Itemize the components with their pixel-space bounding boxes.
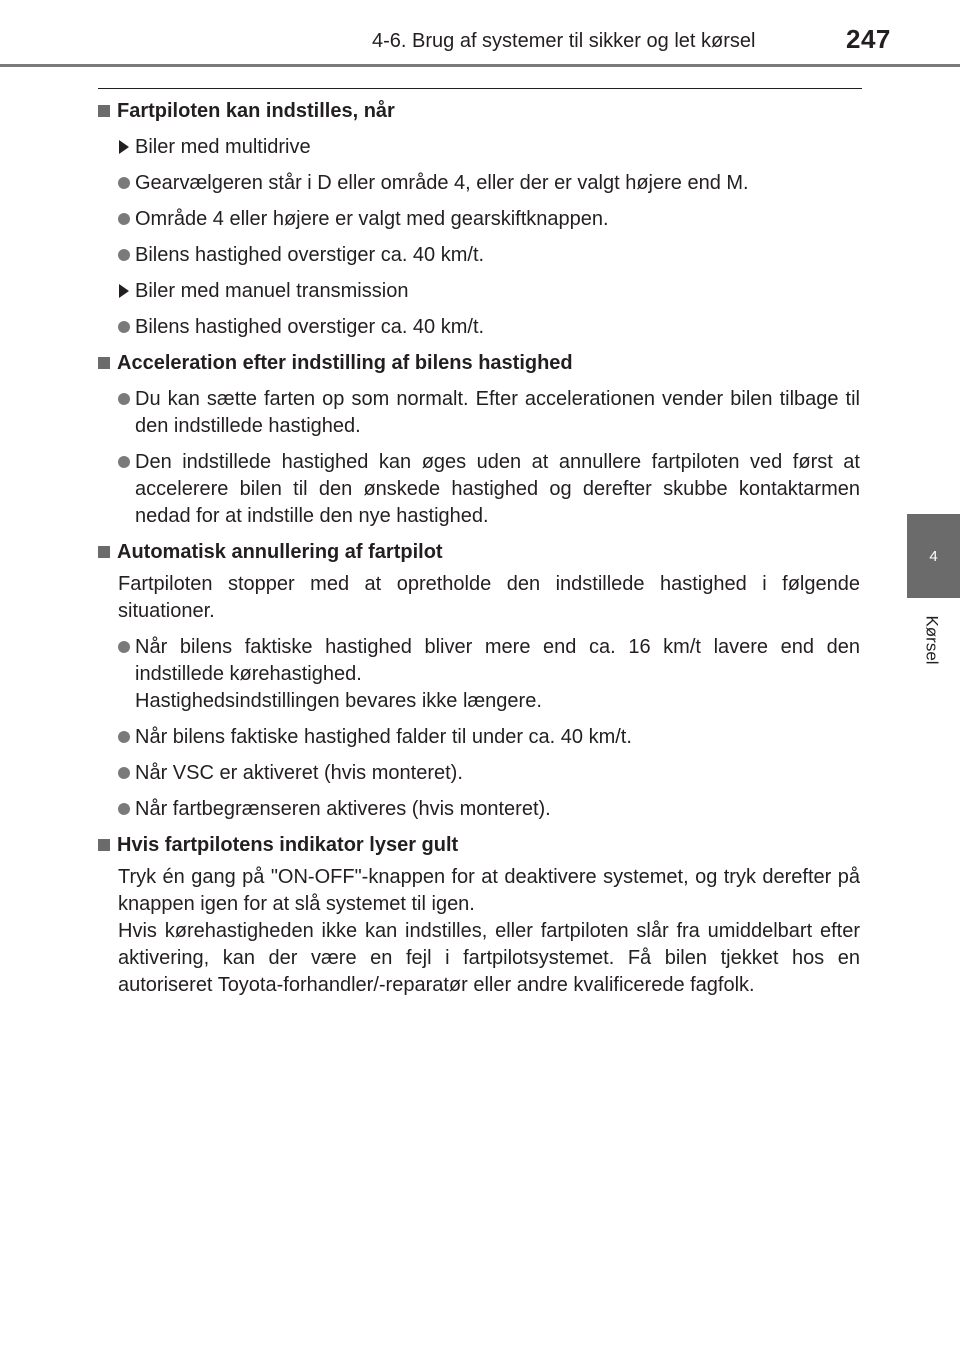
section-heading	[98, 98, 860, 125]
list-item	[118, 760, 860, 787]
list-item	[118, 386, 860, 440]
list-item-text: Når bilens faktiske hastighed bliver mere end ca. 16 km/t lavere end den indstillede kørehastighed.	[135, 636, 860, 685]
list-item	[118, 634, 860, 715]
list-item-text-block	[135, 634, 860, 715]
section-paragraph: Fartpiloten stopper med at opretholde den indstillede hastighed i følgende situationer.	[118, 573, 860, 622]
list-item	[118, 314, 860, 341]
list-item-text: Når fartbegrænseren aktiveres (hvis monteret).	[135, 798, 551, 820]
circle-bullet-icon	[118, 170, 135, 197]
section-heading	[98, 350, 860, 377]
section-heading-text: Fartpiloten kan indstilles, når	[117, 100, 395, 122]
list-item	[118, 796, 860, 823]
square-bullet-icon	[98, 357, 110, 369]
list-item-text: Område 4 eller højere er valgt med gearskiftknappen.	[135, 208, 609, 230]
circle-bullet-icon	[118, 796, 135, 823]
section-heading-text: Automatisk annullering af fartpilot	[117, 541, 443, 563]
list-item	[118, 242, 860, 269]
list-item-text: Gearvælgeren står i D eller område 4, eller der er valgt højere end M.	[135, 172, 749, 194]
header-divider	[0, 64, 960, 67]
list-item	[118, 278, 860, 305]
circle-bullet-icon	[118, 314, 135, 341]
square-bullet-icon	[98, 105, 110, 117]
circle-bullet-icon	[118, 242, 135, 269]
list-item-text: Biler med manuel transmission	[135, 280, 409, 302]
list-item-text: Biler med multidrive	[135, 136, 311, 158]
section-paragraph: Tryk én gang på "ON-OFF"-knappen for at deaktivere systemet, og tryk derefter på knappen igen for at slå systemet til igen.	[118, 866, 860, 915]
list-item-text: Den indstillede hastighed kan øges uden at annullere fartpiloten ved først at accelerere bilen til den ønskede hastighed og derefter skubbe kontaktarmen nedad for at indstille den nye hastighed.	[135, 451, 860, 527]
list-item-text: Når VSC er aktiveret (hvis monteret).	[135, 762, 463, 784]
page-number: 247	[846, 24, 891, 54]
circle-bullet-icon	[118, 634, 135, 661]
square-bullet-icon	[98, 546, 110, 558]
list-item	[118, 170, 860, 197]
chapter-label-text: Kørsel	[923, 615, 942, 665]
arrow-right-icon	[118, 134, 135, 161]
list-item-text: Bilens hastighed overstiger ca. 40 km/t.	[135, 244, 485, 266]
list-item	[118, 134, 860, 161]
square-bullet-icon	[98, 839, 110, 851]
list-item-subtext: Hastighedsindstillingen bevares ikke længere.	[135, 690, 542, 712]
chapter-label	[904, 610, 960, 670]
circle-bullet-icon	[118, 724, 135, 751]
list-item-text: Når bilens faktiske hastighed falder til under ca. 40 km/t.	[135, 726, 632, 748]
chapter-tab[interactable]	[907, 514, 960, 598]
arrow-right-icon	[118, 278, 135, 305]
list-item	[118, 206, 860, 233]
page-content	[98, 98, 860, 999]
list-item-text: Du kan sætte farten op som normalt. Efter accelerationen vender bilen tilbage til den indstillede hastighed.	[135, 388, 860, 437]
circle-bullet-icon	[118, 206, 135, 233]
section-divider	[98, 88, 862, 89]
list-item	[118, 724, 860, 751]
page-header-title: 4-6. Brug af systemer til sikker og let kørsel	[372, 30, 756, 52]
section-paragraph: Hvis kørehastigheden ikke kan indstilles, eller fartpiloten slår fra umiddelbart efter aktivering, kan der være en fejl i fartpilotsystemet. Få bilen tjekket hos en autoriseret Toyota-forhandler/-reparatør eller andre kvalificerede fagfolk.	[118, 920, 860, 996]
circle-bullet-icon	[118, 386, 135, 413]
list-item-text: Bilens hastighed overstiger ca. 40 km/t.	[135, 316, 485, 338]
section-heading-text: Acceleration efter indstilling af bilens hastighed	[117, 352, 573, 374]
circle-bullet-icon	[118, 760, 135, 787]
section-heading	[98, 539, 860, 566]
chapter-number: 4	[929, 547, 938, 565]
circle-bullet-icon	[118, 449, 135, 476]
section-heading	[98, 832, 860, 859]
list-item	[118, 449, 860, 530]
section-heading-text: Hvis fartpilotens indikator lyser gult	[117, 834, 459, 856]
